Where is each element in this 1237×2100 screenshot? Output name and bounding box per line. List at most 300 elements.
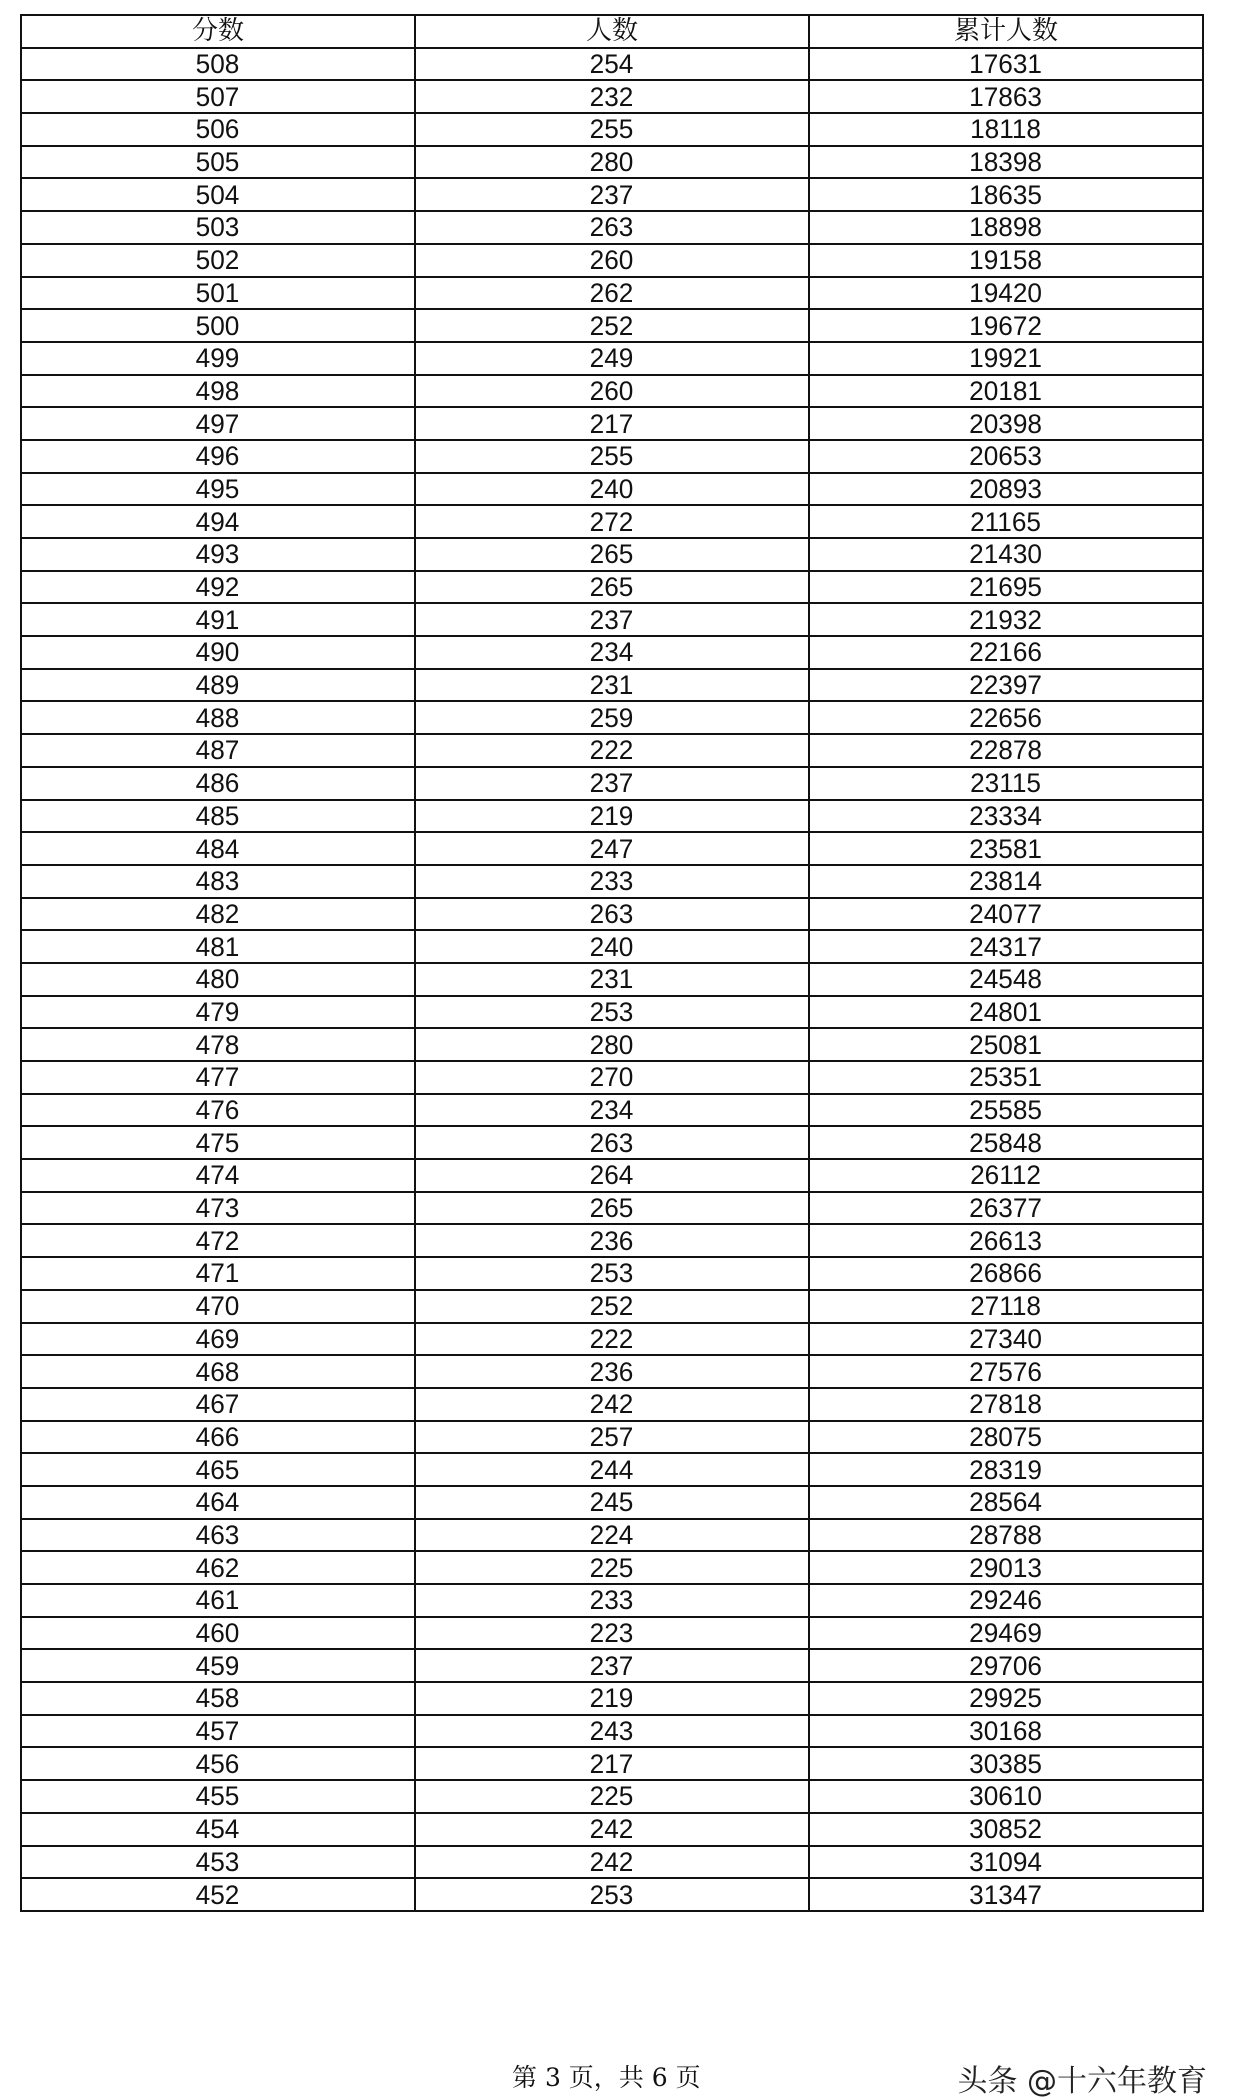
cumulative-cell-text: 18635 bbox=[969, 179, 1043, 210]
score-cell-text: 471 bbox=[196, 1258, 240, 1289]
table-row bbox=[21, 1257, 1203, 1290]
cumulative-cell bbox=[809, 571, 1203, 604]
score-cell bbox=[21, 146, 415, 179]
cumulative-cell bbox=[809, 113, 1203, 146]
count-cell-text: 245 bbox=[590, 1487, 634, 1518]
table-row bbox=[21, 1813, 1203, 1846]
count-cell-text: 263 bbox=[590, 212, 634, 243]
score-cell bbox=[21, 1290, 415, 1323]
score-cell-text: 506 bbox=[196, 114, 240, 145]
cumulative-cell-text: 18898 bbox=[969, 212, 1043, 243]
cumulative-cell-text: 26377 bbox=[969, 1193, 1043, 1224]
score-cell bbox=[21, 1486, 415, 1519]
score-cell bbox=[21, 571, 415, 604]
score-cell bbox=[21, 1813, 415, 1846]
cumulative-cell bbox=[809, 1290, 1203, 1323]
cumulative-cell bbox=[809, 930, 1203, 963]
count-cell bbox=[415, 1780, 809, 1813]
table-header-row bbox=[21, 15, 1203, 48]
count-cell bbox=[415, 1388, 809, 1421]
score-cell-text: 470 bbox=[196, 1291, 240, 1322]
cumulative-cell bbox=[809, 1551, 1203, 1584]
cumulative-cell-text: 18398 bbox=[969, 147, 1043, 178]
cumulative-cell bbox=[809, 1682, 1203, 1715]
table-row bbox=[21, 146, 1203, 179]
score-cell-text: 505 bbox=[196, 147, 240, 178]
score-cell-text: 504 bbox=[196, 179, 240, 210]
table-row bbox=[21, 1028, 1203, 1061]
score-cell-text: 473 bbox=[196, 1193, 240, 1224]
count-cell bbox=[415, 407, 809, 440]
count-cell-text: 234 bbox=[590, 637, 634, 668]
count-cell-text: 231 bbox=[590, 670, 634, 701]
score-cell bbox=[21, 244, 415, 277]
count-cell bbox=[415, 701, 809, 734]
cumulative-cell-text: 26866 bbox=[969, 1258, 1043, 1289]
score-cell bbox=[21, 1551, 415, 1584]
count-cell bbox=[415, 113, 809, 146]
count-cell bbox=[415, 1813, 809, 1846]
count-cell-text: 252 bbox=[590, 310, 634, 341]
score-cell-text: 497 bbox=[196, 408, 240, 439]
count-cell bbox=[415, 1747, 809, 1780]
score-cell-text: 476 bbox=[196, 1095, 240, 1126]
count-cell-text: 233 bbox=[590, 866, 634, 897]
count-cell bbox=[415, 1486, 809, 1519]
table-row bbox=[21, 1421, 1203, 1454]
cumulative-cell-text: 22878 bbox=[969, 735, 1043, 766]
cumulative-cell bbox=[809, 1257, 1203, 1290]
count-cell bbox=[415, 1257, 809, 1290]
score-cell bbox=[21, 1846, 415, 1879]
cumulative-cell bbox=[809, 1126, 1203, 1159]
score-cell-text: 457 bbox=[196, 1716, 240, 1747]
score-cell-text: 494 bbox=[196, 506, 240, 537]
count-cell bbox=[415, 244, 809, 277]
count-cell bbox=[415, 1682, 809, 1715]
count-cell bbox=[415, 1846, 809, 1879]
table-row bbox=[21, 538, 1203, 571]
table-row bbox=[21, 505, 1203, 538]
score-cell-text: 481 bbox=[196, 931, 240, 962]
table-row bbox=[21, 1846, 1203, 1879]
count-cell-text: 237 bbox=[590, 604, 634, 635]
cumulative-cell bbox=[809, 80, 1203, 113]
score-cell bbox=[21, 767, 415, 800]
count-cell bbox=[415, 603, 809, 636]
score-cell-text: 465 bbox=[196, 1454, 240, 1485]
table-row bbox=[21, 211, 1203, 244]
score-cell bbox=[21, 80, 415, 113]
cumulative-cell bbox=[809, 1453, 1203, 1486]
count-cell bbox=[415, 440, 809, 473]
count-cell bbox=[415, 832, 809, 865]
count-cell-text: 260 bbox=[590, 375, 634, 406]
table-row bbox=[21, 1878, 1203, 1911]
cumulative-cell-text: 31094 bbox=[969, 1846, 1043, 1877]
score-cell bbox=[21, 636, 415, 669]
cumulative-cell-text: 20181 bbox=[969, 375, 1043, 406]
count-cell bbox=[415, 1126, 809, 1159]
table-row bbox=[21, 1094, 1203, 1127]
cumulative-cell-text: 29925 bbox=[969, 1683, 1043, 1714]
count-cell-text: 252 bbox=[590, 1291, 634, 1322]
count-cell-text: 249 bbox=[590, 343, 634, 374]
count-cell bbox=[415, 1028, 809, 1061]
count-cell-text: 240 bbox=[590, 473, 634, 504]
cumulative-cell bbox=[809, 440, 1203, 473]
cumulative-cell-text: 24317 bbox=[969, 931, 1043, 962]
cumulative-cell bbox=[809, 1355, 1203, 1388]
score-cell bbox=[21, 309, 415, 342]
score-cell-text: 488 bbox=[196, 702, 240, 733]
count-cell-text: 263 bbox=[590, 898, 634, 929]
cumulative-cell bbox=[809, 963, 1203, 996]
count-cell bbox=[415, 571, 809, 604]
cumulative-cell bbox=[809, 767, 1203, 800]
cumulative-cell bbox=[809, 342, 1203, 375]
count-cell bbox=[415, 996, 809, 1029]
score-cell bbox=[21, 505, 415, 538]
cumulative-cell-text: 17863 bbox=[969, 81, 1043, 112]
table-row bbox=[21, 734, 1203, 767]
cumulative-cell bbox=[809, 211, 1203, 244]
score-cell-text: 486 bbox=[196, 768, 240, 799]
count-cell-text: 257 bbox=[590, 1421, 634, 1452]
score-cell bbox=[21, 440, 415, 473]
count-cell bbox=[415, 1551, 809, 1584]
score-cell bbox=[21, 1355, 415, 1388]
table-row bbox=[21, 1388, 1203, 1421]
count-cell-text: 224 bbox=[590, 1519, 634, 1550]
score-cell-text: 459 bbox=[196, 1650, 240, 1681]
score-distribution-table bbox=[20, 14, 1204, 1912]
count-cell-text: 264 bbox=[590, 1160, 634, 1191]
table-row bbox=[21, 800, 1203, 833]
cumulative-cell-text: 22166 bbox=[969, 637, 1043, 668]
score-cell-text: 492 bbox=[196, 572, 240, 603]
table-row bbox=[21, 473, 1203, 506]
score-cell-text: 500 bbox=[196, 310, 240, 341]
table-row bbox=[21, 767, 1203, 800]
table-body bbox=[21, 48, 1203, 1911]
score-cell bbox=[21, 1159, 415, 1192]
table-row bbox=[21, 1584, 1203, 1617]
score-cell bbox=[21, 1224, 415, 1257]
score-cell bbox=[21, 1715, 415, 1748]
table-row bbox=[21, 930, 1203, 963]
table-row bbox=[21, 669, 1203, 702]
count-cell bbox=[415, 1355, 809, 1388]
count-cell bbox=[415, 898, 809, 931]
score-cell-text: 462 bbox=[196, 1552, 240, 1583]
table-row bbox=[21, 178, 1203, 211]
score-cell-text: 452 bbox=[196, 1879, 240, 1910]
cumulative-cell bbox=[809, 1584, 1203, 1617]
cumulative-cell bbox=[809, 1649, 1203, 1682]
cumulative-cell-text: 21695 bbox=[969, 572, 1043, 603]
count-cell bbox=[415, 1617, 809, 1650]
score-cell bbox=[21, 277, 415, 310]
score-cell-text: 474 bbox=[196, 1160, 240, 1191]
cumulative-cell-text: 27118 bbox=[970, 1291, 1042, 1322]
count-cell-text: 265 bbox=[590, 1193, 634, 1224]
cumulative-cell-text: 29246 bbox=[969, 1585, 1043, 1616]
count-cell bbox=[415, 865, 809, 898]
score-cell-text: 479 bbox=[196, 996, 240, 1027]
cumulative-cell bbox=[809, 1224, 1203, 1257]
cumulative-cell bbox=[809, 1388, 1203, 1421]
cumulative-cell-text: 30610 bbox=[969, 1781, 1043, 1812]
score-cell-text: 460 bbox=[196, 1618, 240, 1649]
cumulative-cell bbox=[809, 1878, 1203, 1911]
cumulative-cell-text: 28564 bbox=[969, 1487, 1043, 1518]
count-cell bbox=[415, 505, 809, 538]
table-row bbox=[21, 1453, 1203, 1486]
cumulative-cell-text: 25848 bbox=[969, 1127, 1043, 1158]
table-row bbox=[21, 603, 1203, 636]
table-row bbox=[21, 440, 1203, 473]
count-cell-text: 265 bbox=[590, 572, 634, 603]
table-header bbox=[21, 15, 1203, 48]
count-cell-text: 254 bbox=[590, 49, 634, 80]
score-cell bbox=[21, 538, 415, 571]
cumulative-cell bbox=[809, 375, 1203, 408]
count-cell-text: 259 bbox=[590, 702, 634, 733]
cumulative-cell-text: 28075 bbox=[969, 1421, 1043, 1452]
table-row bbox=[21, 80, 1203, 113]
cumulative-cell-text: 20653 bbox=[969, 441, 1043, 472]
cumulative-cell-text: 21165 bbox=[970, 506, 1042, 537]
count-cell-text: 253 bbox=[590, 1879, 634, 1910]
table-row bbox=[21, 113, 1203, 146]
count-cell-text: 243 bbox=[590, 1716, 634, 1747]
column-header-score: 分数 bbox=[21, 15, 415, 48]
cumulative-cell bbox=[809, 898, 1203, 931]
count-cell-text: 222 bbox=[590, 735, 634, 766]
score-cell-text: 493 bbox=[196, 539, 240, 570]
cumulative-cell bbox=[809, 1421, 1203, 1454]
score-cell bbox=[21, 1682, 415, 1715]
cumulative-cell bbox=[809, 1094, 1203, 1127]
table-row bbox=[21, 1224, 1203, 1257]
cumulative-cell-text: 26112 bbox=[970, 1160, 1042, 1191]
count-cell bbox=[415, 178, 809, 211]
table-row bbox=[21, 1682, 1203, 1715]
score-cell bbox=[21, 1780, 415, 1813]
score-cell-text: 503 bbox=[196, 212, 240, 243]
cumulative-cell bbox=[809, 1846, 1203, 1879]
score-cell-text: 485 bbox=[196, 800, 240, 831]
count-cell-text: 236 bbox=[590, 1356, 634, 1387]
cumulative-cell bbox=[809, 146, 1203, 179]
count-cell-text: 247 bbox=[590, 833, 634, 864]
cumulative-cell bbox=[809, 734, 1203, 767]
score-cell-text: 499 bbox=[196, 343, 240, 374]
score-cell bbox=[21, 178, 415, 211]
count-cell-text: 242 bbox=[590, 1389, 634, 1420]
cumulative-cell-text: 27818 bbox=[969, 1389, 1043, 1420]
count-cell bbox=[415, 1192, 809, 1225]
cumulative-cell bbox=[809, 1519, 1203, 1552]
column-header-count: 人数 bbox=[415, 15, 809, 48]
cumulative-cell bbox=[809, 48, 1203, 81]
cumulative-cell-text: 28788 bbox=[969, 1519, 1043, 1550]
cumulative-cell bbox=[809, 1028, 1203, 1061]
cumulative-cell bbox=[809, 538, 1203, 571]
count-cell bbox=[415, 1061, 809, 1094]
cumulative-cell-text: 23581 bbox=[969, 833, 1043, 864]
count-cell bbox=[415, 636, 809, 669]
score-cell-text: 475 bbox=[196, 1127, 240, 1158]
score-cell-text: 478 bbox=[196, 1029, 240, 1060]
cumulative-cell-text: 19921 bbox=[969, 343, 1043, 374]
table-row bbox=[21, 963, 1203, 996]
score-cell bbox=[21, 1192, 415, 1225]
score-cell-text: 495 bbox=[196, 473, 240, 504]
count-cell-text: 242 bbox=[590, 1814, 634, 1845]
table-row bbox=[21, 1159, 1203, 1192]
score-cell bbox=[21, 113, 415, 146]
table-row bbox=[21, 244, 1203, 277]
cumulative-cell bbox=[809, 178, 1203, 211]
table-row bbox=[21, 407, 1203, 440]
cumulative-cell-text: 22656 bbox=[969, 702, 1043, 733]
count-cell-text: 240 bbox=[590, 931, 634, 962]
score-cell-text: 502 bbox=[196, 245, 240, 276]
count-cell-text: 222 bbox=[590, 1323, 634, 1354]
cumulative-cell-text: 28319 bbox=[969, 1454, 1043, 1485]
score-cell bbox=[21, 1094, 415, 1127]
cumulative-cell bbox=[809, 1780, 1203, 1813]
score-cell bbox=[21, 1519, 415, 1552]
count-cell bbox=[415, 1159, 809, 1192]
count-cell bbox=[415, 211, 809, 244]
score-cell bbox=[21, 1421, 415, 1454]
table-row bbox=[21, 1649, 1203, 1682]
count-cell-text: 223 bbox=[590, 1618, 634, 1649]
count-cell-text: 253 bbox=[590, 1258, 634, 1289]
cumulative-cell bbox=[809, 865, 1203, 898]
table-row bbox=[21, 1519, 1203, 1552]
table-row bbox=[21, 996, 1203, 1029]
cumulative-cell bbox=[809, 996, 1203, 1029]
table-row bbox=[21, 832, 1203, 865]
count-cell bbox=[415, 1094, 809, 1127]
count-cell bbox=[415, 80, 809, 113]
score-cell bbox=[21, 1257, 415, 1290]
count-cell bbox=[415, 1715, 809, 1748]
score-cell-text: 477 bbox=[196, 1062, 240, 1093]
table-row bbox=[21, 898, 1203, 931]
count-cell-text: 262 bbox=[590, 277, 634, 308]
score-cell bbox=[21, 1617, 415, 1650]
score-cell bbox=[21, 832, 415, 865]
table-row bbox=[21, 1617, 1203, 1650]
score-cell-text: 507 bbox=[196, 81, 240, 112]
table-row bbox=[21, 1323, 1203, 1356]
score-cell-text: 508 bbox=[196, 49, 240, 80]
cumulative-cell-text: 23334 bbox=[969, 800, 1043, 831]
count-cell bbox=[415, 1323, 809, 1356]
count-cell-text: 231 bbox=[590, 964, 634, 995]
table-row bbox=[21, 636, 1203, 669]
table-row bbox=[21, 1486, 1203, 1519]
score-cell bbox=[21, 1453, 415, 1486]
score-cell-text: 496 bbox=[196, 441, 240, 472]
count-cell-text: 237 bbox=[590, 179, 634, 210]
table-row bbox=[21, 1715, 1203, 1748]
cumulative-cell-text: 20893 bbox=[969, 473, 1043, 504]
table-row bbox=[21, 309, 1203, 342]
score-cell bbox=[21, 1126, 415, 1159]
cumulative-cell-text: 23115 bbox=[970, 768, 1042, 799]
count-cell-text: 280 bbox=[590, 1029, 634, 1060]
count-cell bbox=[415, 1224, 809, 1257]
score-cell-text: 466 bbox=[196, 1421, 240, 1452]
count-cell bbox=[415, 48, 809, 81]
score-cell bbox=[21, 1323, 415, 1356]
count-cell bbox=[415, 963, 809, 996]
count-cell bbox=[415, 309, 809, 342]
table-row bbox=[21, 865, 1203, 898]
score-cell bbox=[21, 342, 415, 375]
score-cell-text: 498 bbox=[196, 375, 240, 406]
count-cell-text: 236 bbox=[590, 1225, 634, 1256]
table-row bbox=[21, 1780, 1203, 1813]
score-cell-text: 464 bbox=[196, 1487, 240, 1518]
count-cell-text: 263 bbox=[590, 1127, 634, 1158]
score-cell-text: 456 bbox=[196, 1748, 240, 1779]
score-cell-text: 484 bbox=[196, 833, 240, 864]
score-cell bbox=[21, 1061, 415, 1094]
cumulative-cell-text: 27576 bbox=[969, 1356, 1043, 1387]
count-cell-text: 219 bbox=[590, 800, 634, 831]
cumulative-cell bbox=[809, 505, 1203, 538]
score-cell-text: 482 bbox=[196, 898, 240, 929]
score-cell bbox=[21, 800, 415, 833]
count-cell-text: 225 bbox=[590, 1781, 634, 1812]
table-row bbox=[21, 1290, 1203, 1323]
cumulative-cell bbox=[809, 407, 1203, 440]
score-cell-text: 458 bbox=[196, 1683, 240, 1714]
score-cell-text: 487 bbox=[196, 735, 240, 766]
score-cell bbox=[21, 1747, 415, 1780]
cumulative-cell bbox=[809, 473, 1203, 506]
count-cell bbox=[415, 342, 809, 375]
cumulative-cell bbox=[809, 309, 1203, 342]
cumulative-cell-text: 24077 bbox=[969, 898, 1043, 929]
cumulative-cell-text: 27340 bbox=[969, 1323, 1043, 1354]
cumulative-cell bbox=[809, 832, 1203, 865]
count-cell-text: 265 bbox=[590, 539, 634, 570]
count-cell-text: 260 bbox=[590, 245, 634, 276]
count-cell bbox=[415, 146, 809, 179]
score-cell bbox=[21, 375, 415, 408]
score-cell-text: 472 bbox=[196, 1225, 240, 1256]
count-cell-text: 244 bbox=[590, 1454, 634, 1485]
count-cell-text: 232 bbox=[590, 81, 634, 112]
cumulative-cell-text: 25351 bbox=[969, 1062, 1043, 1093]
score-cell-text: 463 bbox=[196, 1519, 240, 1550]
cumulative-cell-text: 25081 bbox=[969, 1029, 1043, 1060]
cumulative-cell-text: 21430 bbox=[969, 539, 1043, 570]
count-cell-text: 280 bbox=[590, 147, 634, 178]
cumulative-cell-text: 19420 bbox=[969, 277, 1043, 308]
table-row bbox=[21, 342, 1203, 375]
cumulative-cell-text: 21932 bbox=[969, 604, 1043, 635]
table-row bbox=[21, 277, 1203, 310]
